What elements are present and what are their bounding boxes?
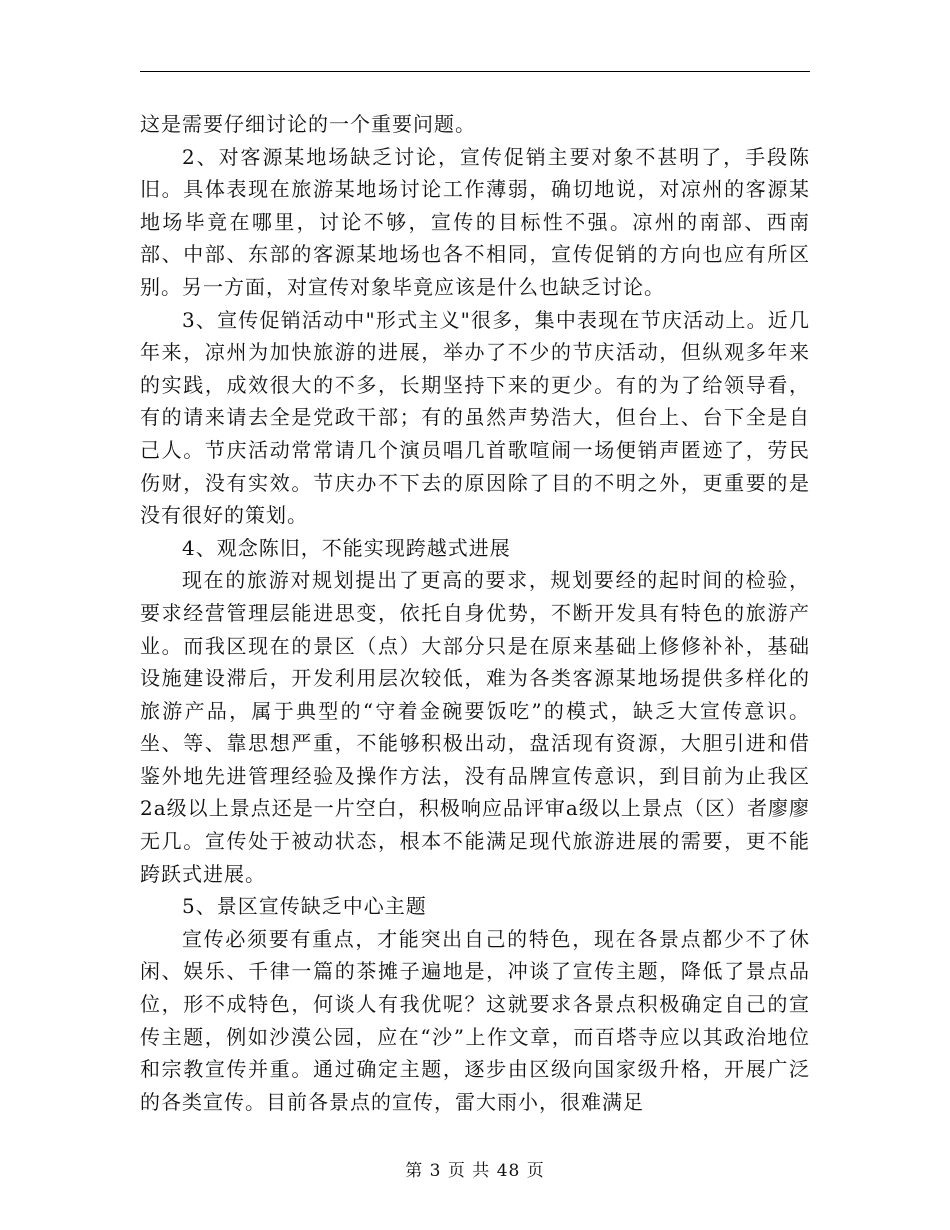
paragraph-item-2: 2、对客源某地场缺乏讨论，宣传促销主要对象不甚明了，手段陈旧。具体表现在旅游某地场讨论工作薄弱，确切地说，对凉州的客源某地场毕竟在哪里，讨论不够，宣传的目标性不强。凉州的南部、西南部、中部、东部的客源某地场也各不相同，宣传促销的方向也应有所区别。另一方面，对宣传对象毕竟应该是什么也缺乏讨论。 bbox=[140, 144, 810, 299]
section-heading-4: 4、观念陈旧，不能实现跨越式进展 bbox=[182, 535, 511, 560]
page-number-footer: 第 3 页 共 48 页 bbox=[405, 1161, 545, 1181]
header-rule bbox=[140, 71, 810, 72]
paragraph-section-4-body: 现在的旅游对规划提出了更高的要求，规划要经的起时间的检验，要求经营管理层能进思变，依托自身优势，不断开发具有特色的旅游产业。而我区现在的景区（点）大部分只是在原来基础上修修补补，基础设施建设滞后，开发利用层次较低，难为各类客源某地场提供多样化的旅游产品，属于典型的“守着金碗要饭吃”的模式，缺乏大宣传意识。坐、等、靠思想严重，不能够积极出动，盘活现有资源，大胆引进和借鉴外地先进管理经验及操作方法，没有品牌宣传意识，到目前为止我区2a级以上景点还是一片空白，积极响应品评审a级以上景点（区）者廖廖无几。宣传处于被动状态，根本不能满足现代旅游进展的需要，更不能跨跃式进展。 bbox=[140, 568, 810, 886]
paragraph-section-5-body: 宣传必须要有重点，才能突出自己的特色，现在各景点都少不了休闲、娱乐、千律一篇的茶摊子遍地是，冲谈了宣传主题，降低了景点品位，形不成特色，何谈人有我优呢？这就要求各景点积极确定自己的宣传主题，例如沙漠公园，应在“沙”上作文章，而百塔寺应以其政治地位和宗教宣传并重。通过确定主题，逐步由区级向国家级升格，开展广泛的各类宣传。目前各景点的宣传，雷大雨小，很难满足 bbox=[140, 926, 810, 1114]
paragraph-item-3: 3、宣传促销活动中"形式主义"很多，集中表现在节庆活动上。近几年来，凉州为加快旅游的进展，举办了不少的节庆活动，但纵观多年来的实践，成效很大的不多，长期坚持下来的更少。有的为了给领导看，有的请来请去全是党政干部；有的虽然声势浩大，但台上、台下全是自己人。节庆活动常常请几个演员唱几首歌喧闹一场便销声匿迹了，劳民伤财，没有实效。节庆办不下去的原因除了目的不明之外，更重要的是没有很好的策划。 bbox=[140, 307, 810, 528]
paragraph-continuation: 这是需要仔细讨论的一个重要问题。 bbox=[140, 112, 476, 136]
document-body bbox=[140, 108, 810, 1118]
section-heading-5: 5、景区宣传缺乏中心主题 bbox=[182, 894, 427, 919]
